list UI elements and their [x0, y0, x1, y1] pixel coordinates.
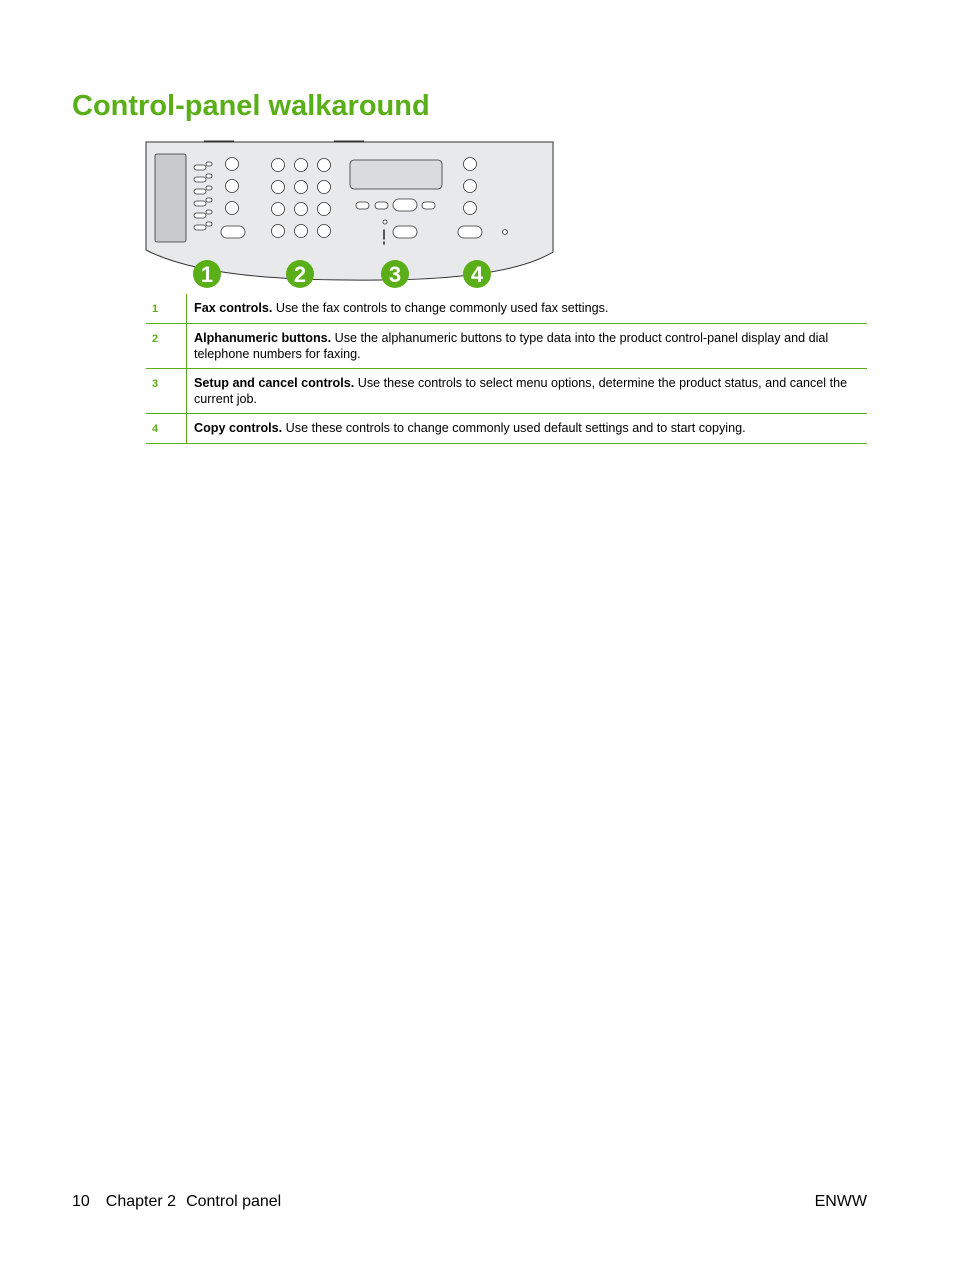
page-number: 10 — [72, 1193, 90, 1210]
table-row — [146, 294, 867, 324]
callout-term: Fax controls. — [194, 301, 273, 315]
page-title: Control-panel walkaround — [72, 90, 430, 122]
callout-text: Use the alphanumeric buttons to type data into the product control-panel display and dial telephone numbers for faxing. — [194, 331, 829, 361]
callout-description — [187, 414, 868, 444]
footer-section: Control panel — [186, 1193, 282, 1210]
callout-2: 2 — [293, 262, 307, 287]
callout-term: Alphanumeric buttons. — [194, 331, 332, 345]
callout-text: Use the fax controls to change commonly used fax settings. — [272, 301, 609, 315]
callout-term: Copy controls. — [194, 421, 283, 435]
footer-locale: ENWW — [814, 1193, 867, 1210]
callout-text: Use these controls to select menu options, determine the product status, and cancel the current job. — [194, 376, 848, 406]
footer-chapter: Chapter 2 — [105, 1193, 177, 1210]
label-strip — [155, 154, 186, 242]
callout-description — [187, 369, 868, 414]
callout-text: Use these controls to change commonly used default settings and to start copying. — [282, 421, 746, 435]
page-footer — [72, 1193, 281, 1211]
callout-number: 4 — [146, 414, 187, 444]
callout-description — [187, 294, 868, 324]
callout-1: 1 — [200, 262, 214, 287]
callout-number: 2 — [146, 324, 187, 369]
callout-description — [187, 324, 868, 369]
callout-4: 4 — [470, 262, 484, 287]
table-row — [146, 369, 867, 414]
callout-table — [146, 294, 867, 444]
table-row — [146, 324, 867, 369]
control-panel-illustration — [144, 140, 556, 290]
callout-number: 1 — [146, 294, 187, 324]
callout-number: 3 — [146, 369, 187, 414]
callout-term: Setup and cancel controls. — [194, 376, 355, 390]
table-row — [146, 414, 867, 444]
control-panel-display — [350, 160, 442, 189]
callout-3: 3 — [388, 262, 402, 287]
